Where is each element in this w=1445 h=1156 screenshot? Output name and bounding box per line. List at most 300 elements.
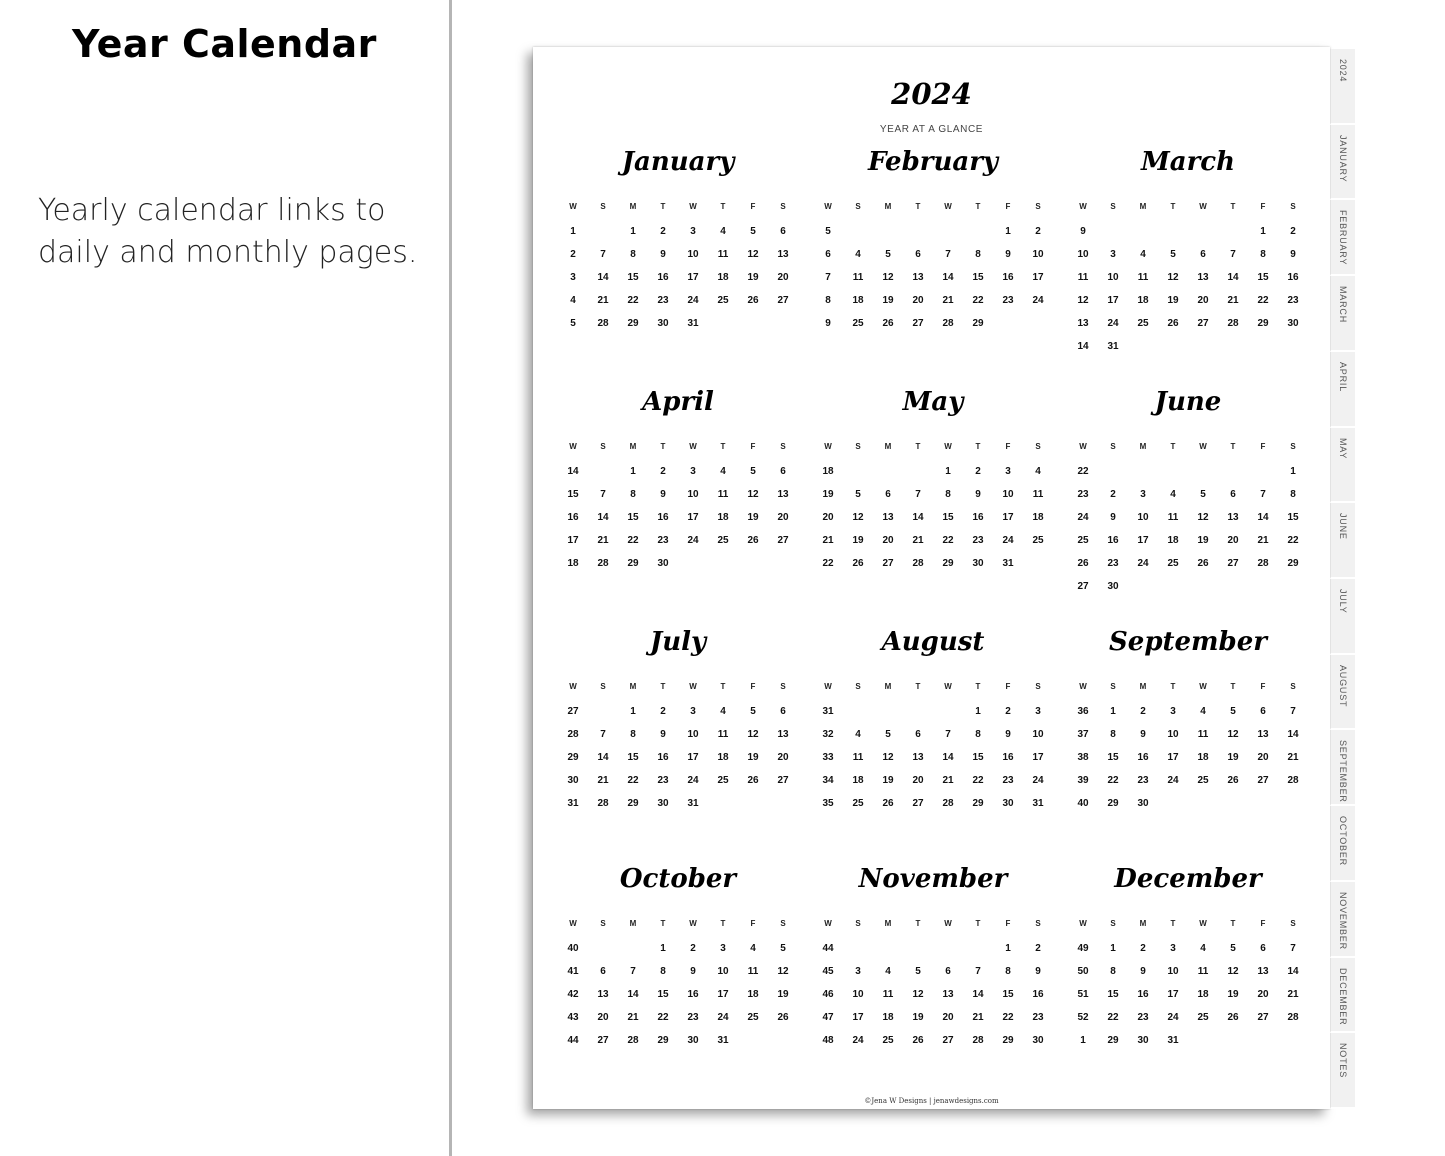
day-cell[interactable]: 11 [717,489,729,500]
day-cell[interactable]: 5 [885,729,891,740]
day-cell[interactable]: 21 [942,295,954,306]
day-cell[interactable]: 30 [1137,1035,1149,1046]
day-cell[interactable]: 18 [717,272,729,283]
day-cell[interactable]: 6 [945,966,951,977]
day-cell[interactable]: 25 [717,535,729,546]
day-cell[interactable]: 20 [777,512,789,523]
day-cell[interactable]: 7 [1230,249,1236,260]
day-cell[interactable]: 10 [1032,729,1044,740]
day-cell[interactable]: 1 [630,466,636,477]
day-cell[interactable]: 21 [1257,535,1269,546]
day-cell[interactable]: 28 [597,798,609,809]
day-cell[interactable]: 6 [600,966,606,977]
day-cell[interactable]: 27 [942,1035,954,1046]
day-cell[interactable]: 21 [912,535,924,546]
day-cell[interactable]: 1 [1005,226,1011,237]
day-cell[interactable]: 27 [1257,1012,1269,1023]
day-cell[interactable]: 31 [1002,558,1014,569]
day-cell[interactable]: 29 [942,558,954,569]
day-cell[interactable]: 4 [720,226,726,237]
day-cell[interactable]: 22 [627,775,639,786]
day-cell[interactable]: 20 [1257,989,1269,1000]
day-cell[interactable]: 22 [1107,775,1119,786]
week-number[interactable]: 11 [1077,272,1089,283]
day-cell[interactable]: 12 [882,272,894,283]
day-cell[interactable]: 2 [1035,943,1041,954]
day-cell[interactable]: 17 [1032,752,1044,763]
day-cell[interactable]: 14 [627,989,639,1000]
day-cell[interactable]: 7 [975,966,981,977]
week-number[interactable]: 18 [822,466,834,477]
day-cell[interactable]: 16 [1107,535,1119,546]
day-cell[interactable]: 20 [912,295,924,306]
day-cell[interactable]: 29 [1002,1035,1014,1046]
day-cell[interactable]: 28 [972,1035,984,1046]
day-cell[interactable]: 1 [945,466,951,477]
day-cell[interactable]: 12 [882,752,894,763]
day-cell[interactable]: 15 [1257,272,1269,283]
day-cell[interactable]: 25 [882,1035,894,1046]
day-cell[interactable]: 2 [1140,943,1146,954]
month-title-link[interactable]: May [902,387,964,417]
day-cell[interactable]: 12 [852,512,864,523]
day-cell[interactable]: 26 [1167,318,1179,329]
tab-july[interactable] [1330,579,1355,655]
day-cell[interactable]: 5 [1200,489,1206,500]
day-cell[interactable]: 23 [1287,295,1299,306]
day-cell[interactable]: 26 [912,1035,924,1046]
day-cell[interactable]: 21 [597,775,609,786]
week-number[interactable]: 34 [822,775,834,786]
day-cell[interactable]: 31 [717,1035,729,1046]
day-cell[interactable]: 20 [777,272,789,283]
day-cell[interactable]: 21 [1227,295,1239,306]
day-cell[interactable]: 23 [1002,775,1014,786]
week-number[interactable]: 48 [822,1035,834,1046]
day-cell[interactable]: 25 [852,798,864,809]
day-cell[interactable]: 15 [972,272,984,283]
day-cell[interactable]: 12 [777,966,789,977]
day-cell[interactable]: 27 [882,558,894,569]
day-cell[interactable]: 15 [627,272,639,283]
day-cell[interactable]: 16 [1002,272,1014,283]
day-cell[interactable]: 13 [912,752,924,763]
day-cell[interactable]: 24 [1032,295,1044,306]
month-title-link[interactable]: March [1140,147,1236,177]
day-cell[interactable]: 6 [780,226,786,237]
day-cell[interactable]: 11 [747,966,759,977]
day-cell[interactable]: 26 [882,798,894,809]
day-cell[interactable]: 8 [630,249,636,260]
day-cell[interactable]: 30 [1287,318,1299,329]
week-number[interactable]: 12 [1077,295,1089,306]
day-cell[interactable]: 8 [630,489,636,500]
day-cell[interactable]: 27 [597,1035,609,1046]
day-cell[interactable]: 22 [627,295,639,306]
day-cell[interactable]: 26 [1227,775,1239,786]
day-cell[interactable]: 14 [942,272,954,283]
day-cell[interactable]: 3 [690,226,696,237]
day-cell[interactable]: 11 [1197,729,1209,740]
day-cell[interactable]: 31 [1032,798,1044,809]
day-cell[interactable]: 10 [1137,512,1149,523]
day-cell[interactable]: 16 [1137,752,1149,763]
day-cell[interactable]: 16 [657,512,669,523]
month-title-link[interactable]: November [858,864,1008,894]
day-cell[interactable]: 16 [1287,272,1299,283]
day-cell[interactable]: 26 [747,535,759,546]
day-cell[interactable]: 24 [717,1012,729,1023]
day-cell[interactable]: 16 [657,272,669,283]
day-cell[interactable]: 17 [687,512,699,523]
week-number[interactable]: 47 [822,1012,834,1023]
day-cell[interactable]: 7 [600,249,606,260]
day-cell[interactable]: 5 [885,249,891,260]
day-cell[interactable]: 22 [1257,295,1269,306]
day-cell[interactable]: 8 [630,729,636,740]
day-cell[interactable]: 27 [777,775,789,786]
day-cell[interactable]: 5 [750,706,756,717]
day-cell[interactable]: 6 [885,489,891,500]
day-cell[interactable]: 18 [1137,295,1149,306]
day-cell[interactable]: 22 [972,775,984,786]
day-cell[interactable]: 23 [657,295,669,306]
day-cell[interactable]: 24 [1107,318,1119,329]
day-cell[interactable]: 13 [942,989,954,1000]
day-cell[interactable]: 20 [597,1012,609,1023]
day-cell[interactable]: 12 [747,249,759,260]
day-cell[interactable]: 5 [750,226,756,237]
day-cell[interactable]: 22 [657,1012,669,1023]
day-cell[interactable]: 24 [852,1035,864,1046]
day-cell[interactable]: 26 [747,295,759,306]
day-cell[interactable]: 29 [657,1035,669,1046]
day-cell[interactable]: 30 [1137,798,1149,809]
week-number[interactable]: 25 [1077,535,1089,546]
day-cell[interactable]: 1 [630,706,636,717]
week-number[interactable]: 21 [822,535,834,546]
day-cell[interactable]: 7 [1260,489,1266,500]
day-cell[interactable]: 3 [1170,943,1176,954]
day-cell[interactable]: 13 [777,489,789,500]
day-cell[interactable]: 23 [1032,1012,1044,1023]
day-cell[interactable]: 29 [627,798,639,809]
day-cell[interactable]: 14 [972,989,984,1000]
day-cell[interactable]: 9 [1110,512,1116,523]
day-cell[interactable]: 17 [852,1012,864,1023]
day-cell[interactable]: 18 [747,989,759,1000]
day-cell[interactable]: 13 [912,272,924,283]
day-cell[interactable]: 27 [777,295,789,306]
day-cell[interactable]: 4 [885,966,891,977]
day-cell[interactable]: 18 [717,512,729,523]
week-number[interactable]: 1 [1080,1035,1086,1046]
day-cell[interactable]: 24 [1167,775,1179,786]
day-cell[interactable]: 29 [972,318,984,329]
day-cell[interactable]: 3 [720,943,726,954]
week-number[interactable]: 36 [1077,706,1089,717]
day-cell[interactable]: 28 [597,318,609,329]
day-cell[interactable]: 11 [717,729,729,740]
day-cell[interactable]: 3 [1140,489,1146,500]
day-cell[interactable]: 30 [657,318,669,329]
day-cell[interactable]: 24 [687,295,699,306]
day-cell[interactable]: 18 [1032,512,1044,523]
day-cell[interactable]: 28 [942,318,954,329]
day-cell[interactable]: 22 [942,535,954,546]
day-cell[interactable]: 9 [1140,729,1146,740]
day-cell[interactable]: 25 [852,318,864,329]
day-cell[interactable]: 2 [1005,706,1011,717]
day-cell[interactable]: 6 [1230,489,1236,500]
day-cell[interactable]: 28 [912,558,924,569]
day-cell[interactable]: 30 [972,558,984,569]
month-title-link[interactable]: June [1154,387,1222,417]
day-cell[interactable]: 16 [972,512,984,523]
day-cell[interactable]: 23 [1002,295,1014,306]
tab-may[interactable] [1330,428,1355,504]
week-number[interactable]: 37 [1077,729,1089,740]
day-cell[interactable]: 1 [660,943,666,954]
day-cell[interactable]: 30 [1032,1035,1044,1046]
day-cell[interactable]: 7 [630,966,636,977]
day-cell[interactable]: 19 [747,752,759,763]
day-cell[interactable]: 1 [1110,943,1116,954]
day-cell[interactable]: 11 [1167,512,1179,523]
day-cell[interactable]: 15 [1107,989,1119,1000]
day-cell[interactable]: 10 [717,966,729,977]
week-number[interactable]: 17 [567,535,579,546]
day-cell[interactable]: 7 [600,489,606,500]
day-cell[interactable]: 23 [1137,1012,1149,1023]
week-number[interactable]: 43 [567,1012,579,1023]
day-cell[interactable]: 10 [1032,249,1044,260]
week-number[interactable]: 24 [1077,512,1089,523]
day-cell[interactable]: 12 [912,989,924,1000]
day-cell[interactable]: 18 [852,775,864,786]
day-cell[interactable]: 21 [972,1012,984,1023]
day-cell[interactable]: 10 [852,989,864,1000]
day-cell[interactable]: 13 [1197,272,1209,283]
day-cell[interactable]: 14 [942,752,954,763]
week-number[interactable]: 35 [822,798,834,809]
day-cell[interactable]: 3 [1110,249,1116,260]
day-cell[interactable]: 24 [1032,775,1044,786]
day-cell[interactable]: 30 [657,558,669,569]
day-cell[interactable]: 29 [972,798,984,809]
day-cell[interactable]: 10 [1002,489,1014,500]
day-cell[interactable]: 10 [687,729,699,740]
tab-december[interactable] [1330,958,1355,1034]
week-number[interactable]: 26 [1077,558,1089,569]
week-number[interactable]: 20 [822,512,834,523]
week-number[interactable]: 49 [1077,943,1089,954]
day-cell[interactable]: 13 [1257,729,1269,740]
day-cell[interactable]: 8 [1005,966,1011,977]
day-cell[interactable]: 10 [687,249,699,260]
day-cell[interactable]: 2 [660,706,666,717]
day-cell[interactable]: 6 [915,249,921,260]
day-cell[interactable]: 1 [630,226,636,237]
day-cell[interactable]: 14 [912,512,924,523]
day-cell[interactable]: 25 [747,1012,759,1023]
month-title-link[interactable]: December [1114,864,1262,894]
day-cell[interactable]: 3 [690,466,696,477]
day-cell[interactable]: 18 [852,295,864,306]
day-cell[interactable]: 15 [972,752,984,763]
day-cell[interactable]: 10 [1167,729,1179,740]
day-cell[interactable]: 31 [1107,341,1119,352]
day-cell[interactable]: 11 [717,249,729,260]
day-cell[interactable]: 17 [1137,535,1149,546]
day-cell[interactable]: 2 [1290,226,1296,237]
week-number[interactable]: 46 [822,989,834,1000]
day-cell[interactable]: 17 [1167,989,1179,1000]
tab-august[interactable] [1330,655,1355,731]
day-cell[interactable]: 21 [627,1012,639,1023]
day-cell[interactable]: 1 [1260,226,1266,237]
tab-february[interactable] [1330,200,1355,276]
day-cell[interactable]: 31 [687,318,699,329]
day-cell[interactable]: 8 [975,729,981,740]
day-cell[interactable]: 27 [912,318,924,329]
week-number[interactable]: 31 [567,798,579,809]
day-cell[interactable]: 15 [1002,989,1014,1000]
day-cell[interactable]: 29 [1107,1035,1119,1046]
day-cell[interactable]: 13 [882,512,894,523]
day-cell[interactable]: 29 [1287,558,1299,569]
day-cell[interactable]: 4 [1035,466,1041,477]
day-cell[interactable]: 21 [597,295,609,306]
day-cell[interactable]: 6 [780,706,786,717]
day-cell[interactable]: 20 [912,775,924,786]
day-cell[interactable]: 8 [660,966,666,977]
day-cell[interactable]: 19 [912,1012,924,1023]
day-cell[interactable]: 12 [747,489,759,500]
day-cell[interactable]: 7 [600,729,606,740]
day-cell[interactable]: 28 [1287,775,1299,786]
day-cell[interactable]: 27 [912,798,924,809]
day-cell[interactable]: 12 [747,729,759,740]
week-number[interactable]: 52 [1077,1012,1089,1023]
day-cell[interactable]: 19 [882,775,894,786]
week-number[interactable]: 38 [1077,752,1089,763]
week-number[interactable]: 6 [825,249,831,260]
week-number[interactable]: 39 [1077,775,1089,786]
day-cell[interactable]: 21 [1287,752,1299,763]
week-number[interactable]: 8 [825,295,831,306]
week-number[interactable]: 31 [822,706,834,717]
day-cell[interactable]: 23 [657,535,669,546]
day-cell[interactable]: 16 [1002,752,1014,763]
day-cell[interactable]: 13 [597,989,609,1000]
day-cell[interactable]: 30 [1107,581,1119,592]
month-title-link[interactable]: August [881,627,985,657]
day-cell[interactable]: 16 [687,989,699,1000]
day-cell[interactable]: 9 [975,489,981,500]
day-cell[interactable]: 18 [882,1012,894,1023]
day-cell[interactable]: 23 [657,775,669,786]
day-cell[interactable]: 26 [747,775,759,786]
day-cell[interactable]: 8 [1110,729,1116,740]
day-cell[interactable]: 12 [1227,966,1239,977]
day-cell[interactable]: 3 [690,706,696,717]
day-cell[interactable]: 25 [1197,775,1209,786]
day-cell[interactable]: 10 [687,489,699,500]
day-cell[interactable]: 4 [1200,943,1206,954]
day-cell[interactable]: 19 [777,989,789,1000]
day-cell[interactable]: 26 [1227,1012,1239,1023]
day-cell[interactable]: 28 [597,558,609,569]
day-cell[interactable]: 1 [1005,943,1011,954]
day-cell[interactable]: 29 [627,318,639,329]
day-cell[interactable]: 9 [660,249,666,260]
day-cell[interactable]: 13 [1227,512,1239,523]
week-number[interactable]: 28 [567,729,579,740]
month-title-link[interactable]: January [621,147,735,177]
day-cell[interactable]: 20 [1227,535,1239,546]
day-cell[interactable]: 2 [1035,226,1041,237]
day-cell[interactable]: 26 [777,1012,789,1023]
tab-january[interactable] [1330,125,1355,201]
day-cell[interactable]: 7 [945,729,951,740]
day-cell[interactable]: 23 [972,535,984,546]
day-cell[interactable]: 19 [1197,535,1209,546]
day-cell[interactable]: 11 [1137,272,1149,283]
day-cell[interactable]: 22 [627,535,639,546]
week-number[interactable]: 40 [1077,798,1089,809]
day-cell[interactable]: 13 [1257,966,1269,977]
day-cell[interactable]: 15 [1107,752,1119,763]
week-number[interactable]: 32 [822,729,834,740]
day-cell[interactable]: 8 [1110,966,1116,977]
day-cell[interactable]: 31 [687,798,699,809]
day-cell[interactable]: 16 [1137,989,1149,1000]
day-cell[interactable]: 27 [1257,775,1269,786]
day-cell[interactable]: 19 [747,512,759,523]
week-number[interactable]: 40 [567,943,579,954]
day-cell[interactable]: 17 [1002,512,1014,523]
page-year-title[interactable]: 2024 [891,77,972,111]
day-cell[interactable]: 28 [942,798,954,809]
day-cell[interactable]: 1 [975,706,981,717]
day-cell[interactable]: 1 [1110,706,1116,717]
month-title-link[interactable]: February [867,147,998,177]
day-cell[interactable]: 25 [1137,318,1149,329]
tab-september[interactable] [1330,730,1355,806]
day-cell[interactable]: 5 [780,943,786,954]
week-number[interactable]: 44 [567,1035,579,1046]
day-cell[interactable]: 14 [597,752,609,763]
week-number[interactable]: 51 [1077,989,1089,1000]
day-cell[interactable]: 4 [1140,249,1146,260]
day-cell[interactable]: 4 [1200,706,1206,717]
day-cell[interactable]: 11 [852,272,864,283]
day-cell[interactable]: 19 [747,272,759,283]
day-cell[interactable]: 20 [777,752,789,763]
day-cell[interactable]: 5 [1230,706,1236,717]
day-cell[interactable]: 12 [1197,512,1209,523]
week-number[interactable]: 5 [825,226,831,237]
day-cell[interactable]: 9 [1290,249,1296,260]
day-cell[interactable]: 27 [777,535,789,546]
day-cell[interactable]: 19 [1167,295,1179,306]
day-cell[interactable]: 7 [1290,706,1296,717]
week-number[interactable]: 50 [1077,966,1089,977]
day-cell[interactable]: 2 [690,943,696,954]
day-cell[interactable]: 7 [1290,943,1296,954]
day-cell[interactable]: 10 [1107,272,1119,283]
